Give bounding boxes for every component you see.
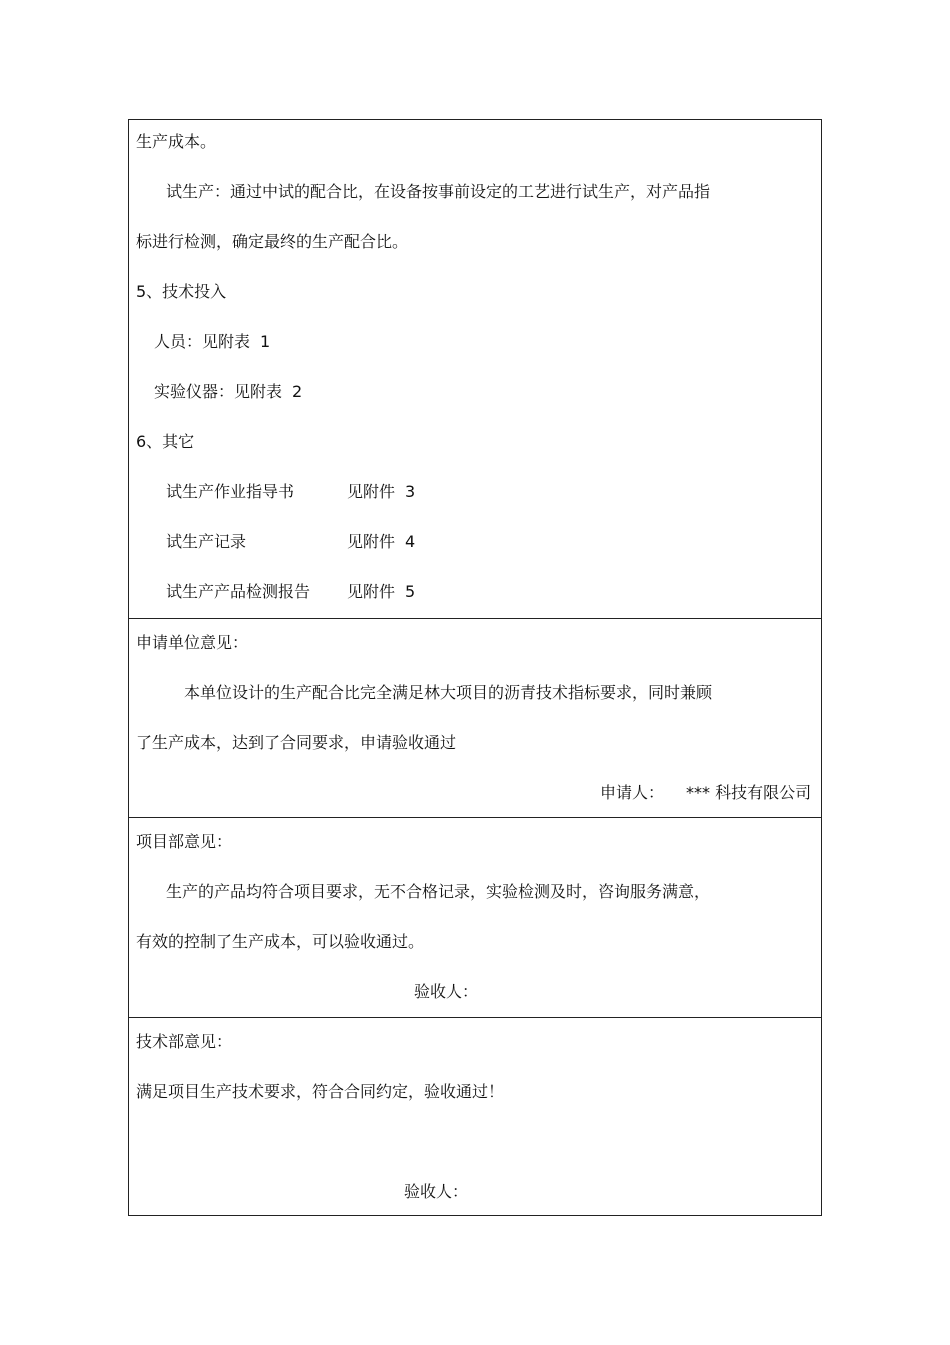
attachment-ref-label: 见附件	[347, 532, 396, 551]
signature-label: 申请人：	[600, 783, 665, 802]
attachment-name: 试生产记录	[166, 532, 247, 551]
instruments-label: 实验仪器：见附表	[154, 382, 283, 401]
personnel-number: 1	[260, 332, 271, 351]
attachment-ref	[347, 482, 415, 502]
text-line: 标进行检测，确定最终的生产配合比。	[136, 232, 409, 251]
opinion-text: 本单位设计的生产配合比完全满足林大项目的沥青技术指标要求，同时兼顾	[184, 683, 713, 702]
opinion-text: 满足项目生产技术要求，符合合同约定，验收通过！	[136, 1082, 505, 1101]
attachment-ref-label: 见附件	[347, 482, 396, 501]
attachment-ref	[347, 582, 415, 602]
heading-technical-input: 5、技术投入	[136, 282, 227, 301]
section-technical-opinion	[129, 1017, 821, 1216]
section-title: 技术部意见：	[136, 1032, 233, 1051]
personnel-line	[154, 332, 270, 352]
text-line: 试生产：通过中试的配合比，在设备按事前设定的工艺进行试生产，对产品指	[166, 182, 711, 201]
attachment-name: 试生产产品检测报告	[166, 582, 311, 601]
inspector-signature-label: 验收人：	[414, 982, 479, 1001]
approval-form-table	[128, 119, 822, 1216]
attachment-number: 5	[405, 582, 416, 601]
section-production-details	[129, 120, 821, 618]
opinion-text: 了生产成本，达到了合同要求，申请验收通过	[136, 733, 457, 752]
attachment-name: 试生产作业指导书	[166, 482, 295, 501]
instruments-line	[154, 382, 302, 402]
section-title: 项目部意见：	[136, 832, 233, 851]
instruments-number: 2	[292, 382, 303, 401]
applicant-signature	[600, 783, 811, 803]
attachment-ref-label: 见附件	[347, 582, 396, 601]
personnel-label: 人员：见附表	[154, 332, 251, 351]
attachment-ref	[347, 532, 415, 552]
company-name: *** 科技有限公司	[686, 783, 812, 802]
section-title: 申请单位意见：	[136, 633, 249, 652]
section-applicant-opinion	[129, 618, 821, 817]
section-project-opinion	[129, 817, 821, 1017]
inspector-signature-label: 验收人：	[404, 1182, 469, 1201]
text-line: 生产成本。	[136, 132, 217, 151]
heading-other: 6、其它	[136, 432, 195, 451]
attachment-number: 3	[405, 482, 416, 501]
opinion-text: 生产的产品均符合项目要求，无不合格记录，实验检测及时，咨询服务满意，	[166, 882, 711, 901]
attachment-number: 4	[405, 532, 416, 551]
opinion-text: 有效的控制了生产成本，可以验收通过。	[136, 932, 425, 951]
